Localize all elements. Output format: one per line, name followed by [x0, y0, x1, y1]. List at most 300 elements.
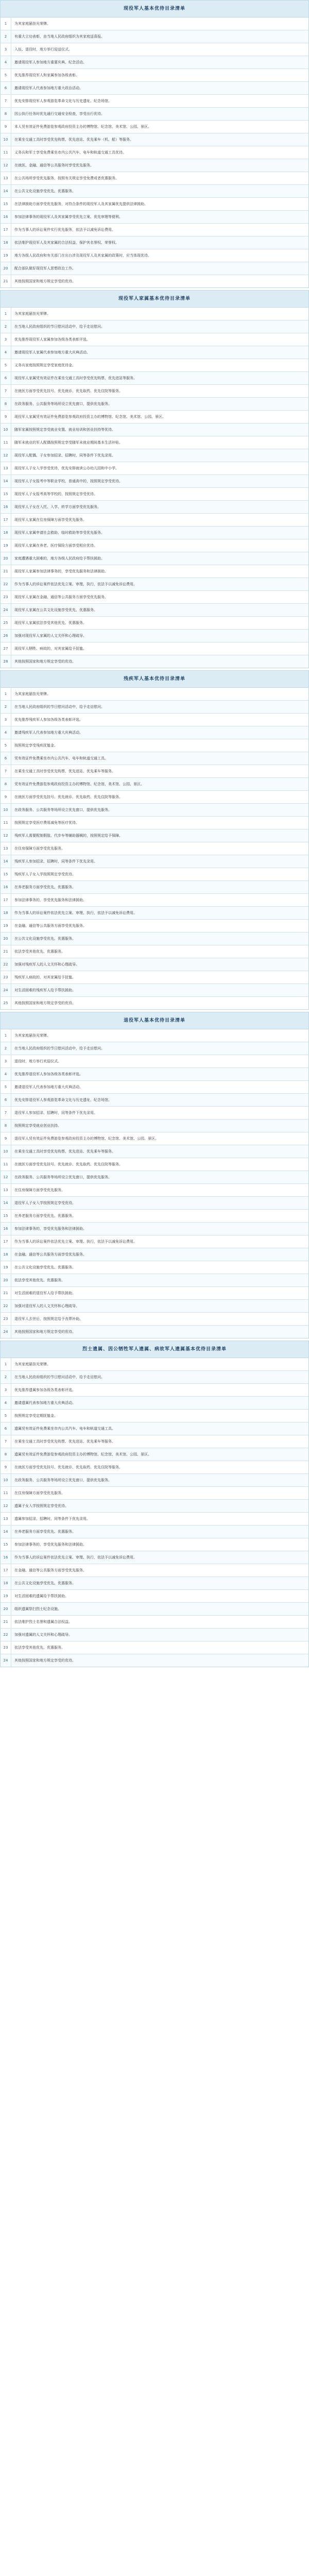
list-item: [1, 1397, 308, 1410]
item-text: 在住房保障方面享受优先服务。: [14, 846, 65, 851]
list-item: [1, 617, 308, 630]
item-number: 8: [1, 1448, 11, 1461]
item-text: 参加法律事务的，享受优先服务和法律援助。: [14, 1543, 87, 1547]
list-item: [1, 1358, 308, 1371]
item-text: 在政务服务、公共服务等场所设立优先窗口，提供优先服务。: [14, 1478, 112, 1482]
item-number: 17: [1, 514, 11, 526]
item-number: 18: [1, 1577, 11, 1589]
item-text: 现役军人家属在公共文化设施享受优先、优惠服务。: [14, 608, 97, 612]
item-text: 现役军人家属凭有效证件免费游览参观政府投资主办的博物馆、纪念馆、美术馆、公园、景区。: [14, 415, 166, 419]
item-text: 在乘坐交通工具时享受优先购票、优先进站、优先乘车等服务。: [14, 1439, 115, 1444]
item-number: 15: [1, 1210, 11, 1222]
section-title: 退役军人基本优待目录清单: [1, 1012, 308, 1029]
item-text: 邀请遗属代表参加地方重大庆典活动。: [14, 1401, 76, 1405]
item-text: 优先推荐残疾军人参加各级各类表彰评选。: [14, 718, 83, 722]
item-number: 4: [1, 346, 11, 359]
item-text: 在金融、通信等公共服务方面享受优先服务。: [14, 1252, 87, 1257]
item-text: 在住房保障方面享受优先服务。: [14, 1491, 65, 1495]
item-text: 现役军人子女在入托、入学、转学方面享受优先服务。: [14, 505, 101, 509]
item-text: 现役军人子女报考高等学校的，按照规定享受优待。: [14, 492, 97, 496]
list-item: [1, 1223, 308, 1235]
list-item: [1, 1448, 308, 1461]
item-number: 3: [1, 333, 11, 346]
item-text: 为其家庭悬挂光荣牌。: [14, 312, 50, 316]
list-item: [1, 43, 308, 56]
item-text: 优先推荐现役军人家属参加各级各类表彰评选。: [14, 337, 90, 342]
item-text: 依法享受其他优先、优惠服务。: [14, 1278, 65, 1282]
item-number: 14: [1, 185, 11, 197]
item-text: 因公执行任务时优先通行交通安全检查，享受出行优待。: [14, 112, 105, 116]
item-number: 16: [1, 501, 11, 513]
item-text: 在当地人民政府组织的节日慰问活动中，给予走访慰问。: [14, 1046, 105, 1050]
list-item: [1, 320, 308, 333]
list-item: [1, 1029, 308, 1042]
item-number: 1: [1, 18, 11, 30]
item-number: 15: [1, 488, 11, 500]
item-number: 14: [1, 475, 11, 487]
list-item: [1, 1500, 308, 1513]
item-number: 9: [1, 1461, 11, 1473]
item-text: 在养老服务方面享受优先、优惠服务。: [14, 1530, 76, 1534]
list-item: [1, 642, 308, 655]
list-item: [1, 1551, 308, 1564]
list-item: [1, 578, 308, 591]
item-text: 作为当事人的诉讼案件依法优先立案、审理、执行，依法予以减免诉讼费用。: [14, 1240, 137, 1244]
item-number: 26: [1, 630, 11, 642]
item-text: 邀请残疾军人代表参加地方重大庆典活动。: [14, 731, 83, 735]
list-item: [1, 159, 308, 172]
item-number: 2: [1, 30, 11, 43]
item-text: 在当地人民政府组织的节日慰问活动中，给予走访慰问。: [14, 1375, 105, 1379]
item-text: 退役军人参加招录、招聘时，同等条件下优先录用。: [14, 1111, 97, 1115]
list-item: [1, 1197, 308, 1210]
list-item: [1, 1171, 308, 1184]
item-text: 对生活困难的退役军人给予帮扶援助。: [14, 1291, 76, 1295]
item-text: 加强对遗属的人文关怀和心理疏导。: [14, 1633, 72, 1637]
item-number: 12: [1, 1171, 11, 1183]
item-number: 2: [1, 1042, 11, 1055]
item-number: 24: [1, 604, 11, 616]
list-item: [1, 1261, 308, 1274]
list-item: [1, 1590, 308, 1603]
item-number: 6: [1, 1422, 11, 1435]
list-item: [1, 1132, 308, 1145]
item-number: 8: [1, 1120, 11, 1132]
list-item: [1, 262, 308, 275]
list-item: [1, 501, 308, 514]
item-number: 3: [1, 43, 11, 56]
item-number: 19: [1, 539, 11, 552]
item-text: 现役军人家属依法享受其他优先、优惠服务。: [14, 621, 87, 625]
item-text: 在金融、通信等公共服务方面享受优先服务。: [14, 1568, 87, 1572]
item-text: 按照规定享受就业创业扶持。: [14, 1124, 61, 1128]
item-text: 加强对现役军人家属的人文关怀和心理疏导。: [14, 634, 87, 638]
item-text: 其他按照国家和地方规定享受的优待。: [14, 1001, 76, 1005]
item-text: 残疾军人需要配制假肢、代步车等辅助器械的，按照规定给予保障。: [14, 834, 123, 838]
item-text: 遗属凭有效证件免费乘坐市内公共汽车、电车和轨道交通工具。: [14, 1427, 115, 1431]
item-text: 配合部队做好现役军人思想政治工作。: [14, 266, 76, 270]
item-text: 组织遗属祭扫烈士纪念设施。: [14, 1607, 61, 1611]
list-item: [1, 1422, 308, 1435]
item-number: 4: [1, 1397, 11, 1409]
list-item: [1, 726, 308, 739]
item-text: 现役军人家属参加法律事务的，享受优先服务和法律援助。: [14, 569, 108, 573]
list-item: [1, 855, 308, 868]
list-item: [1, 920, 308, 933]
item-number: 3: [1, 714, 11, 726]
list-item: [1, 475, 308, 488]
item-number: 7: [1, 1107, 11, 1119]
item-number: 22: [1, 578, 11, 590]
item-number: 2: [1, 320, 11, 333]
item-number: 10: [1, 804, 11, 816]
item-number: 8: [1, 398, 11, 410]
section-4: [0, 1012, 309, 1338]
item-number: 12: [1, 1500, 11, 1512]
item-number: 11: [1, 817, 11, 829]
item-text: 本人凭有效证件免费游览参观政府投资主办的博物馆、纪念馆、美术馆、公园、景区。: [14, 125, 151, 129]
item-text: 依法享受其他优先、优惠服务。: [14, 1646, 65, 1650]
item-number: 24: [1, 1326, 11, 1338]
item-text: 作为当事人的诉讼案件依法优先立案、审理、执行，依法予以减免诉讼费用。: [14, 911, 137, 915]
item-number: 22: [1, 1629, 11, 1641]
list-item: [1, 462, 308, 475]
list-item: [1, 333, 308, 346]
item-number: 21: [1, 1287, 11, 1299]
item-number: 25: [1, 997, 11, 1009]
item-number: 16: [1, 1223, 11, 1235]
item-number: 3: [1, 1055, 11, 1067]
list-item: [1, 1513, 308, 1526]
item-text: 在当地人民政府组织的节日慰问活动中，给予走访慰问。: [14, 705, 105, 709]
item-number: 7: [1, 1435, 11, 1448]
list-item: [1, 308, 308, 320]
item-text: 凭有效证件免费乘坐市内公共汽车、电车和轨道交通工具。: [14, 756, 108, 760]
item-text: 随军家属按照规定享受就业安置、就业培训和创业扶持等优待。: [14, 428, 115, 432]
list-item: [1, 791, 308, 804]
item-text: 对生活困难的残疾军人给予帮扶援助。: [14, 988, 76, 992]
list-item: [1, 1564, 308, 1577]
item-text: 为其家庭悬挂光荣牌。: [14, 692, 50, 696]
item-text: 优先安排退役军人参观游览革命文化与历史遗址、纪念场馆。: [14, 1098, 112, 1102]
list-item: [1, 1184, 308, 1197]
item-text: 遗属子女入学按照规定享受优待。: [14, 1504, 68, 1508]
section-title: 现役军人家属基本优待目录清单: [1, 291, 308, 308]
item-text: 现役军人牺牲、病故的，对其家属给予抚恤。: [14, 647, 87, 651]
item-number: 1: [1, 1358, 11, 1370]
list-item: [1, 1474, 308, 1487]
list-item: [1, 1577, 308, 1590]
item-number: 10: [1, 423, 11, 436]
item-number: 16: [1, 211, 11, 223]
item-text: 作为当事人的诉讼案件依法优先立案、审理、执行，依法予以减免诉讼费用。: [14, 582, 137, 586]
item-number: 24: [1, 1654, 11, 1667]
list-item: [1, 346, 308, 359]
list-item: [1, 1526, 308, 1538]
item-number: 6: [1, 372, 11, 384]
list-item: [1, 1538, 308, 1551]
item-number: 6: [1, 752, 11, 765]
item-number: 16: [1, 881, 11, 893]
item-text: 依法维护现役军人及其家属的合法权益，保护其名誉权、荣誉权。: [14, 241, 119, 245]
section-3: [0, 670, 309, 1010]
item-number: 22: [1, 1300, 11, 1312]
item-number: 20: [1, 933, 11, 945]
item-number: 5: [1, 739, 11, 752]
item-text: 依法享受其他优先、优惠服务。: [14, 950, 65, 954]
item-number: 21: [1, 565, 11, 578]
item-number: 20: [1, 262, 11, 275]
list-item: [1, 1313, 308, 1326]
item-number: 17: [1, 894, 11, 906]
item-number: 28: [1, 655, 11, 668]
item-number: 9: [1, 121, 11, 133]
item-text: 现役军人子女入学享受优待，优先安排就读公办幼儿园和中小学。: [14, 466, 119, 470]
item-text: 作为当事人的诉讼案件实行优先服务，依法予以减免诉讼费用。: [14, 228, 115, 232]
list-item: [1, 1094, 308, 1107]
list-item: [1, 185, 308, 198]
list-item: [1, 701, 308, 714]
list-item: [1, 1120, 308, 1132]
list-item: [1, 1107, 308, 1120]
item-number: 15: [1, 868, 11, 880]
item-text: 按照规定享受医疗费用减免等医疗优待。: [14, 821, 79, 825]
item-text: 残疾军人病故的，对其家属给予抚恤。: [14, 975, 76, 979]
list-item: [1, 359, 308, 372]
item-number: 13: [1, 172, 11, 184]
item-text: 现役军人配偶、子女参加招录、招聘时，同等条件下优先录用。: [14, 453, 115, 457]
item-text: 在政务服务、公共服务等场所设立优先窗口，提供优先服务。: [14, 1175, 112, 1179]
list-item: [1, 630, 308, 642]
item-text: 现役军人家属在住房保障方面享受优先服务。: [14, 518, 87, 522]
list-item: [1, 591, 308, 604]
list-item: [1, 1410, 308, 1422]
list-item: [1, 275, 308, 287]
list-item: [1, 1042, 308, 1055]
item-text: 遗属凭有效证件免费游览参观政府投资主办的博物馆、纪念馆、美术馆、公园、景区。: [14, 1452, 151, 1456]
list-item: [1, 211, 308, 224]
item-text: 为其家庭悬挂光荣牌。: [14, 22, 50, 26]
list-item: [1, 436, 308, 449]
item-number: 19: [1, 1590, 11, 1602]
list-item: [1, 971, 308, 984]
list-item: [1, 1158, 308, 1171]
item-text: 在乘坐交通工具时享受优先购票、优先进站、优先乘车等服务。: [14, 769, 115, 773]
list-item: [1, 1641, 308, 1654]
item-number: 10: [1, 1474, 11, 1486]
item-number: 9: [1, 1132, 11, 1145]
item-number: 20: [1, 552, 11, 565]
item-number: 17: [1, 1564, 11, 1577]
list-item: [1, 1629, 308, 1641]
item-number: 5: [1, 69, 11, 81]
list-item: [1, 1210, 308, 1223]
item-number: 1: [1, 1029, 11, 1042]
list-item: [1, 1371, 308, 1384]
list-item: [1, 133, 308, 146]
item-number: 7: [1, 385, 11, 397]
item-number: 14: [1, 855, 11, 868]
item-text: 加强对残疾军人的人文关怀和心理疏导。: [14, 962, 79, 967]
item-number: 21: [1, 945, 11, 958]
section-title: 残疾军人基本优待目录清单: [1, 671, 308, 688]
list-item: [1, 56, 308, 69]
list-item: [1, 18, 308, 30]
list-item: [1, 945, 308, 958]
item-number: 13: [1, 1513, 11, 1525]
item-text: 为其家庭悬挂光荣牌。: [14, 1033, 50, 1038]
item-number: 6: [1, 82, 11, 94]
item-number: 20: [1, 1274, 11, 1286]
list-item: [1, 411, 308, 423]
list-item: [1, 1487, 308, 1500]
item-number: 1: [1, 688, 11, 700]
item-text: 参加法律事务的，享受优先服务和法律援助。: [14, 1227, 87, 1231]
item-number: 14: [1, 1526, 11, 1538]
item-number: 12: [1, 449, 11, 462]
list-item: [1, 1081, 308, 1094]
item-text: 现役军人家属凭有效证件在乘坐交通工具时享受优先购票、优先进站等服务。: [14, 376, 137, 380]
item-text: 在就医方面享受优先挂号、优先就诊、优先取药、优先住院等服务。: [14, 795, 123, 799]
list-item: [1, 1616, 308, 1629]
item-number: 16: [1, 1551, 11, 1564]
list-item: [1, 449, 308, 462]
list-item: [1, 69, 308, 82]
item-number: 4: [1, 56, 11, 69]
item-text: 在乘坐交通工具时享受优先购票、优先进站、优先乘车（机、船）等服务。: [14, 138, 133, 142]
item-number: 1: [1, 308, 11, 320]
list-item: [1, 984, 308, 997]
list-item: [1, 1235, 308, 1248]
item-text: 随军未就业的军人配偶按照规定享受随军未就业期间基本生活补贴。: [14, 440, 123, 445]
list-item: [1, 714, 308, 726]
item-text: 退役时，地方举行欢迎仪式。: [14, 1059, 61, 1063]
item-number: 5: [1, 359, 11, 371]
item-number: 11: [1, 146, 11, 159]
item-text: 为其家庭悬挂光荣牌。: [14, 1362, 50, 1366]
list-item: [1, 894, 308, 907]
item-text: 义务兵家庭按照规定享受家庭优待金。: [14, 363, 76, 367]
item-number: 9: [1, 411, 11, 423]
item-text: 其他按照国家和地方规定享受的优待。: [14, 279, 76, 283]
list-item: [1, 1248, 308, 1261]
list-item: [1, 423, 308, 436]
list-item: [1, 752, 308, 765]
item-number: 10: [1, 1145, 11, 1158]
list-item: [1, 539, 308, 552]
section-5: [0, 1341, 309, 1667]
list-item: [1, 829, 308, 842]
list-item: [1, 514, 308, 527]
list-item: [1, 997, 308, 1009]
item-number: 21: [1, 1616, 11, 1628]
item-text: 其他按照国家和地方规定享受的优待。: [14, 659, 76, 664]
list-item: [1, 933, 308, 945]
list-item: [1, 172, 308, 185]
list-item: [1, 804, 308, 817]
item-text: 优先推荐现役军人和家属参加各级表彰。: [14, 73, 79, 77]
item-number: 19: [1, 249, 11, 262]
list-item: [1, 146, 308, 159]
list-item: [1, 1145, 308, 1158]
item-number: 2: [1, 1371, 11, 1383]
item-text: 参加法律事务的，享受优先服务和法律援助。: [14, 898, 87, 902]
item-number: 20: [1, 1603, 11, 1615]
item-text: 现役军人子女报考中等职业学校、普通高中的，按照规定享受优待。: [14, 479, 123, 483]
item-text: 在金融、通信等公共服务方面享受优先服务。: [14, 924, 87, 928]
list-item: [1, 236, 308, 249]
section-title: 现役军人基本优待目录清单: [1, 1, 308, 18]
section-title: 烈士遗属、因公牺牲军人遗属、病故军人遗属基本优待目录清单: [1, 1341, 308, 1358]
item-text: 在乘坐交通工具时享受优先购票、优先进站、优先乘车等服务。: [14, 1149, 115, 1154]
item-number: 11: [1, 1158, 11, 1171]
list-item: [1, 1654, 308, 1667]
item-text: 在就医方面享受优先挂号、优先就诊、优先取药、优先住院等服务。: [14, 1162, 123, 1166]
item-number: 2: [1, 701, 11, 713]
item-number: 17: [1, 1235, 11, 1248]
item-number: 23: [1, 1641, 11, 1654]
item-text: 退役军人子女入学按照规定享受优待。: [14, 1201, 76, 1205]
item-number: 11: [1, 1487, 11, 1499]
list-item: [1, 907, 308, 920]
item-text: 按照规定享受残疾抚恤金。: [14, 743, 58, 748]
item-number: 21: [1, 275, 11, 287]
item-text: 退役军人去世后，按照规定给予丧葬补助。: [14, 1317, 83, 1321]
item-text: 优先推荐退役军人参加各级各类表彰评选。: [14, 1072, 83, 1076]
list-item: [1, 527, 308, 539]
item-text: 邀请现役军人家属代表参加地方重大庆典活动。: [14, 350, 90, 354]
item-number: 19: [1, 1261, 11, 1274]
section-1: [0, 0, 309, 288]
list-item: [1, 739, 308, 752]
item-number: 12: [1, 829, 11, 842]
list-item: [1, 604, 308, 617]
item-number: 13: [1, 1184, 11, 1196]
list-item: [1, 958, 308, 971]
item-text: 按照规定享受定期抚恤金。: [14, 1414, 58, 1418]
item-text: 优先安排现役军人参观游览革命文化与历史遗址、纪念场馆。: [14, 99, 112, 103]
list-item: [1, 224, 308, 236]
item-number: 15: [1, 198, 11, 210]
item-text: 现役军人家属申请社会救助、临时救助等享受优先服务。: [14, 531, 105, 535]
list-item: [1, 1326, 308, 1338]
list-item: [1, 817, 308, 829]
list-item: [1, 398, 308, 411]
list-item: [1, 198, 308, 211]
list-item: [1, 688, 308, 701]
item-number: 13: [1, 842, 11, 855]
list-item: [1, 1287, 308, 1300]
list-item: [1, 385, 308, 398]
item-number: 4: [1, 1068, 11, 1080]
item-number: 18: [1, 1248, 11, 1261]
item-number: 17: [1, 224, 11, 236]
item-text: 地方各级人民政府和有关部门在出台涉及现役军人及其家属的政策时，应当体现优待。: [14, 253, 151, 258]
item-number: 19: [1, 920, 11, 932]
item-text: 参加法律事务的现役军人及其家属享受优先立案、优先审理等便利。: [14, 215, 123, 219]
item-text: 在养老服务方面享受优先、优惠服务。: [14, 885, 76, 889]
item-number: 15: [1, 1538, 11, 1551]
item-number: 22: [1, 958, 11, 971]
item-number: 27: [1, 642, 11, 655]
list-item: [1, 488, 308, 501]
list-item: [1, 765, 308, 778]
item-text: 对生活困难的遗属给予帮扶援助。: [14, 1594, 68, 1598]
item-text: 家庭遭遇重大困难的，地方各级人民政府给予帮扶援助。: [14, 556, 105, 561]
list-item: [1, 1068, 308, 1081]
item-text: 入伍、退役时，地方举行迎送仪式。: [14, 47, 72, 52]
item-text: 在住房保障方面享受优先服务。: [14, 1188, 65, 1192]
